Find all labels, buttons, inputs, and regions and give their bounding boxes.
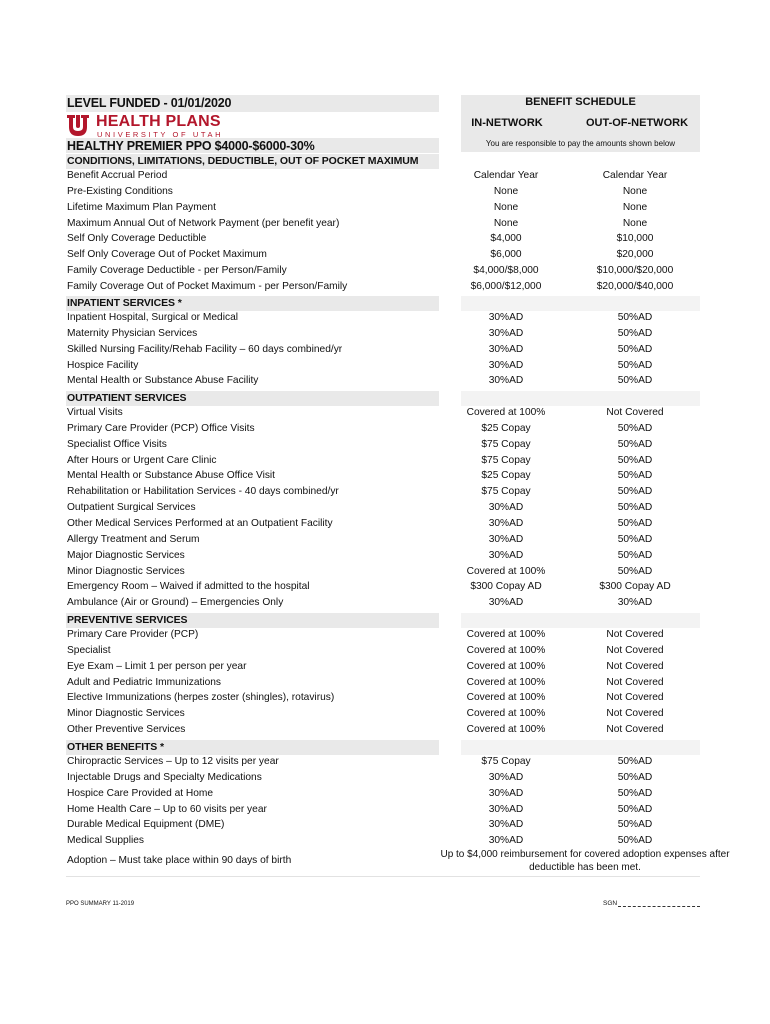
row-label: Hospice Care Provided at Home [67, 787, 214, 799]
row-label: Other Preventive Services [67, 724, 186, 736]
health-plans-logo [66, 112, 306, 138]
in-network-value: $6,000/$12,000 [470, 280, 542, 292]
out-of-network-value: None [622, 201, 648, 213]
row-label: Specialist Office Visits [67, 438, 167, 450]
in-network-value: Covered at 100% [466, 644, 546, 656]
benefit-row [0, 708, 770, 724]
section-title: PREVENTIVE SERVICES [67, 614, 188, 626]
benefit-row [0, 186, 770, 202]
out-of-network-value: None [622, 185, 648, 197]
signature-line [618, 906, 700, 907]
row-label: Mental Health or Substance Abuse Facility [67, 375, 259, 387]
benefit-row [0, 328, 770, 344]
in-network-value: $75 Copay [481, 486, 531, 498]
row-label: Specialist [67, 644, 111, 656]
out-of-network-value: 50%AD [617, 787, 653, 799]
divider [66, 876, 700, 877]
footer-signature-label: SGN [603, 900, 618, 907]
in-network-value: 30%AD [488, 518, 524, 529]
row-label: Self Only Coverage Deductible [67, 233, 207, 245]
out-of-network-value: Not Covered [606, 692, 664, 704]
out-of-network-value: Not Covered [606, 407, 664, 418]
benefit-row [0, 407, 770, 423]
row-label: Skilled Nursing Facility/Rehab Facility – 60 days combined/yr [67, 343, 343, 355]
benefit-row [0, 344, 770, 360]
in-network-value: 30%AD [488, 549, 524, 561]
logo-main-text: HEALTH PLANS [96, 113, 221, 130]
row-label: After Hours or Urgent Care Clinic [67, 454, 217, 466]
row-label: Inpatient Hospital, Surgical or Medical [67, 312, 239, 323]
section-header-band-right [461, 391, 700, 406]
in-network-value: Covered at 100% [466, 724, 546, 736]
out-of-network-value: 50%AD [617, 771, 653, 783]
row-label: Major Diagnostic Services [67, 549, 185, 561]
benefit-row [0, 629, 770, 645]
benefit-row [0, 804, 770, 820]
row-label: Minor Diagnostic Services [67, 708, 185, 720]
out-of-network-value: 50%AD [617, 359, 653, 371]
section-header-band-right [461, 740, 700, 755]
row-label: Rehabilitation or Habilitation Services - 40 days combined/yr [67, 486, 339, 498]
benefit-row [0, 534, 770, 550]
out-of-network-value: $10,000 [616, 233, 654, 245]
in-network-value: 30%AD [488, 803, 524, 815]
benefit-row [0, 233, 770, 249]
in-network-value: $4,000/$8,000 [473, 265, 539, 277]
row-label: Elective Immunizations (herpes zoster (shingles), rotavirus) [67, 692, 335, 704]
row-label: Injectable Drugs and Specialty Medications [67, 771, 262, 783]
benefit-row [0, 470, 770, 486]
in-network-value: $75 Copay [481, 756, 531, 767]
in-network-value: 30%AD [488, 835, 524, 847]
out-of-network-value: 30%AD [617, 597, 653, 609]
out-of-network-value: Calendar Year [602, 170, 668, 181]
row-label: Ambulance (Air or Ground) – Emergencies Only [67, 597, 284, 609]
in-network-header: IN-NETWORK [471, 117, 543, 129]
out-of-network-value: $20,000 [616, 249, 654, 261]
row-label: Minor Diagnostic Services [67, 565, 185, 577]
section-title: OTHER BENEFITS * [67, 741, 164, 753]
row-label: Chiropractic Services – Up to 12 visits per year [67, 756, 279, 767]
out-of-network-value: 50%AD [617, 470, 653, 482]
out-of-network-value: 50%AD [617, 518, 653, 529]
out-of-network-value: Not Covered [606, 660, 664, 672]
benefit-schedule-title: BENEFIT SCHEDULE [525, 96, 636, 108]
out-of-network-value: 50%AD [617, 533, 653, 545]
in-network-value: 30%AD [488, 327, 524, 339]
in-network-value: Calendar Year [473, 170, 539, 181]
row-label: Adult and Pediatric Immunizations [67, 676, 222, 688]
in-network-value: 30%AD [488, 312, 524, 323]
benefit-row [0, 645, 770, 661]
out-of-network-value: Not Covered [606, 676, 664, 688]
row-label: Outpatient Surgical Services [67, 502, 196, 514]
out-of-network-value: $300 Copay AD [599, 581, 671, 593]
row-label: Maternity Physician Services [67, 327, 198, 339]
out-of-network-value: 50%AD [617, 819, 653, 831]
benefit-row [0, 455, 770, 471]
benefit-row [0, 661, 770, 677]
in-network-value: $25 Copay [481, 470, 531, 482]
in-network-value: $25 Copay [481, 422, 531, 434]
in-network-value: Covered at 100% [466, 676, 546, 688]
benefit-row [0, 360, 770, 376]
logo-sub-text: UNIVERSITY OF UTAH [97, 130, 224, 139]
out-of-network-value: None [622, 217, 648, 229]
out-of-network-value: Not Covered [606, 708, 664, 720]
out-of-network-header: OUT-OF-NETWORK [585, 117, 689, 129]
row-label: Lifetime Maximum Plan Payment [67, 201, 216, 213]
row-label: Virtual Visits [67, 407, 123, 418]
benefit-row [0, 550, 770, 566]
in-network-value: Covered at 100% [466, 708, 546, 720]
row-label: Benefit Accrual Period [67, 170, 168, 181]
out-of-network-value: 50%AD [617, 327, 653, 339]
section-title: INPATIENT SERVICES * [67, 297, 182, 309]
plan-name: HEALTHY PREMIER PPO $4000-$6000-30% [67, 139, 315, 153]
benefit-row [0, 375, 770, 391]
level-title: LEVEL FUNDED - 01/01/2020 [67, 96, 232, 110]
out-of-network-value: 50%AD [617, 438, 653, 450]
in-network-value: $75 Copay [481, 438, 531, 450]
out-of-network-value: 50%AD [617, 312, 653, 323]
u-logo-icon [66, 113, 90, 137]
responsibility-note: You are responsible to pay the amounts shown below [485, 139, 676, 148]
out-of-network-value: 50%AD [617, 565, 653, 577]
in-network-value: None [493, 185, 519, 197]
in-network-value: Covered at 100% [466, 692, 546, 704]
out-of-network-value: 50%AD [617, 422, 653, 434]
out-of-network-value: Not Covered [606, 629, 664, 640]
out-of-network-value: 50%AD [617, 835, 653, 847]
in-network-value: $75 Copay [481, 454, 531, 466]
out-of-network-value: 50%AD [617, 375, 653, 387]
in-network-value: 30%AD [488, 597, 524, 609]
out-of-network-value: 50%AD [617, 549, 653, 561]
out-of-network-value: $20,000/$40,000 [596, 280, 674, 292]
benefit-row [0, 439, 770, 455]
in-network-value: None [493, 201, 519, 213]
section-title: OUTPATIENT SERVICES [67, 392, 187, 404]
benefit-row [0, 692, 770, 708]
section-header-band-right [461, 613, 700, 628]
out-of-network-value: 50%AD [617, 486, 653, 498]
row-label: Pre-Existing Conditions [67, 185, 173, 197]
in-network-value: $4,000 [490, 233, 522, 245]
benefit-row [0, 312, 770, 328]
out-of-network-value: 50%AD [617, 502, 653, 514]
in-network-value: Covered at 100% [466, 660, 546, 672]
in-network-value: 30%AD [488, 533, 524, 545]
footer-form-id: PPO SUMMARY 11-2019 [66, 901, 135, 907]
row-label: Medical Supplies [67, 835, 145, 847]
out-of-network-value: Not Covered [606, 724, 664, 736]
benefit-row [0, 423, 770, 439]
row-label: Other Medical Services Performed at an Outpatient Facility [67, 518, 333, 529]
row-label: Adoption – Must take place within 90 days of birth [67, 855, 292, 866]
in-network-value: $300 Copay AD [470, 581, 542, 593]
row-label: Self Only Coverage Out of Pocket Maximum [67, 249, 267, 261]
row-label: Allergy Treatment and Serum [67, 533, 200, 545]
benefit-row [0, 265, 770, 281]
in-network-value: 30%AD [488, 819, 524, 831]
row-label: Durable Medical Equipment (DME) [67, 819, 225, 831]
row-label: Eye Exam – Limit 1 per person per year [67, 660, 247, 672]
out-of-network-value: 50%AD [617, 756, 653, 767]
in-network-value: $6,000 [490, 249, 522, 261]
benefit-row [0, 724, 770, 740]
benefit-row [0, 819, 770, 835]
in-network-value: 30%AD [488, 343, 524, 355]
row-label: Hospice Facility [67, 359, 139, 371]
out-of-network-value: $10,000/$20,000 [596, 265, 674, 277]
in-network-value: 30%AD [488, 359, 524, 371]
section-header-band-right [461, 296, 700, 311]
benefit-row [0, 581, 770, 597]
row-label: Family Coverage Deductible - per Person/Family [67, 265, 287, 277]
in-network-value: Covered at 100% [466, 407, 546, 418]
adoption-note: Up to $4,000 reimbursement for covered adoption expenses after deductible has been met. [440, 849, 730, 873]
benefit-row [0, 170, 770, 186]
in-network-value: 30%AD [488, 375, 524, 387]
benefit-row [0, 566, 770, 582]
row-label: Family Coverage Out of Pocket Maximum - per Person/Family [67, 280, 348, 292]
in-network-value: 30%AD [488, 771, 524, 783]
out-of-network-value: 50%AD [617, 803, 653, 815]
benefit-row [0, 677, 770, 693]
benefit-row [0, 772, 770, 788]
row-label: Maximum Annual Out of Network Payment (per benefit year) [67, 217, 340, 229]
in-network-value: None [493, 217, 519, 229]
out-of-network-value: Not Covered [606, 644, 664, 656]
row-label: Emergency Room – Waived if admitted to the hospital [67, 581, 310, 593]
row-label: Mental Health or Substance Abuse Office Visit [67, 470, 276, 482]
in-network-value: 30%AD [488, 787, 524, 799]
section-title: CONDITIONS, LIMITATIONS, DEDUCTIBLE, OUT OF POCKET MAXIMUM [67, 155, 419, 167]
benefit-row [0, 486, 770, 502]
in-network-value: Covered at 100% [466, 629, 546, 640]
benefit-row [0, 202, 770, 218]
row-label: Primary Care Provider (PCP) Office Visits [67, 422, 255, 434]
benefit-row [0, 788, 770, 804]
out-of-network-value: 50%AD [617, 343, 653, 355]
benefit-row [0, 281, 770, 297]
out-of-network-value: 50%AD [617, 454, 653, 466]
benefit-row [0, 597, 770, 613]
in-network-value: 30%AD [488, 502, 524, 514]
benefit-row [0, 502, 770, 518]
in-network-value: Covered at 100% [466, 565, 546, 577]
benefit-row [0, 249, 770, 265]
row-label: Primary Care Provider (PCP) [67, 629, 199, 640]
row-label: Home Health Care – Up to 60 visits per year [67, 803, 267, 815]
benefit-row [0, 518, 770, 534]
benefit-row [0, 218, 770, 234]
benefit-row [0, 756, 770, 772]
